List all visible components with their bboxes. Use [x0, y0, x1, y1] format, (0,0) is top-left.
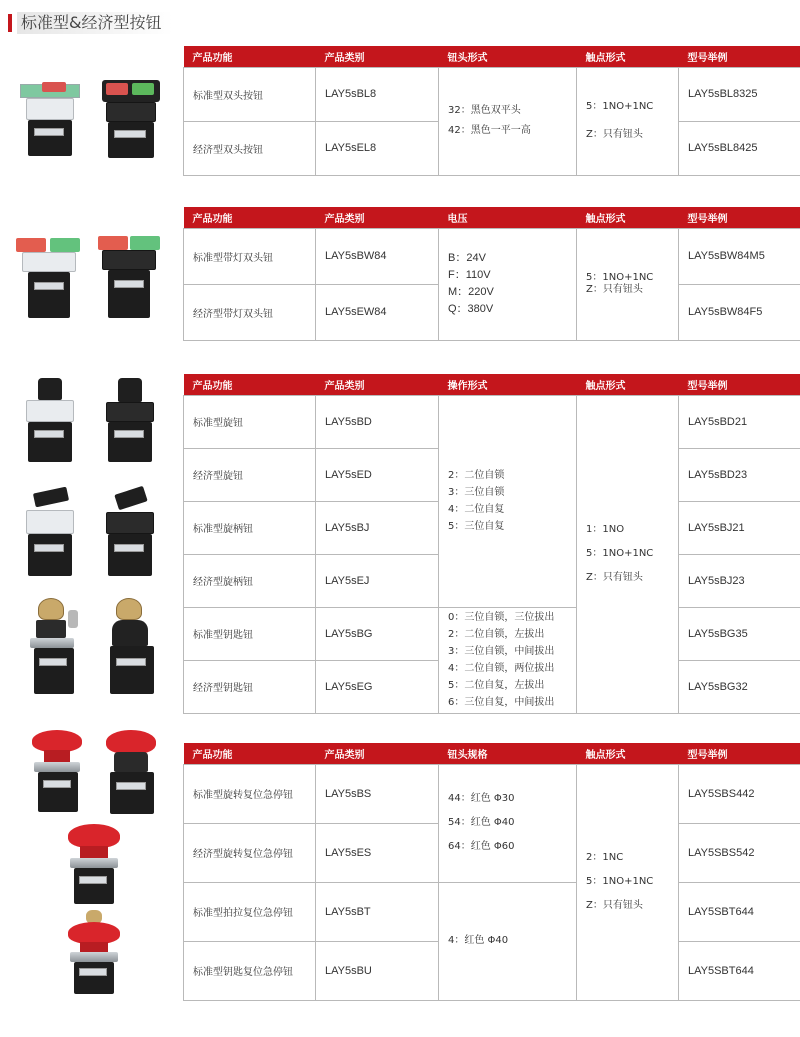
cell-function: 标准型双头按钮 — [184, 67, 316, 121]
product-image-standard-double-button — [18, 82, 82, 158]
cell-model: LAY5sBL8325 — [679, 67, 800, 121]
product-image-key-reset-estop — [64, 910, 124, 996]
cell-function: 标准型钥匙复位急停钮 — [184, 941, 316, 1000]
cell-type: LAY5sBD — [316, 395, 439, 448]
header-contact: 触点形式 — [577, 207, 679, 228]
option-line: 5：1NO+1NC — [586, 548, 654, 559]
option-line: 4：二位自锁，两位拔出 — [448, 663, 555, 674]
cell-function: 经济型旋柄钮 — [184, 554, 316, 607]
cell-type: LAY5sBT — [316, 882, 439, 941]
cell-model: LAY5sBD23 — [679, 448, 800, 501]
cell-voltage-options — [439, 228, 577, 340]
option-line: 5：1NO+1NC — [586, 876, 654, 887]
cell-function: 经济型旋转复位急停钮 — [184, 823, 316, 882]
cell-function: 标准型旋柄钮 — [184, 501, 316, 554]
option-line: 2：二位自锁 — [448, 470, 505, 481]
cell-function: 标准型钥匙钮 — [184, 607, 316, 660]
cell-type: LAY5sBU — [316, 941, 439, 1000]
spec-table-selector-switch — [183, 374, 800, 714]
table-header-row — [184, 743, 800, 764]
cell-contact-options — [577, 67, 679, 175]
cell-operation-options — [439, 395, 577, 607]
option-line: 32：黑色双平头 — [448, 105, 521, 116]
cell-contact-options — [577, 228, 679, 340]
product-image-standard-selector — [22, 378, 78, 464]
cell-function: 标准型旋转复位急停钮 — [184, 764, 316, 823]
spec-table-lit-double-button — [183, 207, 800, 341]
cell-key-operation-options — [439, 607, 577, 713]
option-line: 5：二位自复，左拔出 — [448, 680, 545, 691]
header-contact: 触点形式 — [577, 46, 679, 67]
header-voltage: 电压 — [439, 207, 577, 228]
product-image-economy-rotary-estop — [104, 730, 160, 816]
table-header-row — [184, 207, 800, 228]
header-type: 产品类别 — [316, 46, 439, 67]
cell-type: LAY5sEW84 — [316, 284, 439, 340]
option-line: 4：红色 Φ40 — [448, 935, 509, 946]
cell-model: LAY5SBS442 — [679, 764, 800, 823]
header-function: 产品功能 — [184, 374, 316, 395]
option-line: Z：只有钮头 — [586, 572, 643, 583]
cell-type: LAY5sBL8 — [316, 67, 439, 121]
section-title-bar — [8, 12, 208, 34]
header-function: 产品功能 — [184, 207, 316, 228]
cell-head-spec-options — [439, 764, 577, 882]
page-title: 标准型&经济型按钮 — [17, 12, 173, 34]
option-line: 42：黑色一平一高 — [448, 125, 531, 136]
cell-model: LAY5sBG32 — [679, 660, 800, 713]
option-line: Z：只有钮头 — [586, 900, 643, 911]
header-head-spec: 钮头规格 — [439, 743, 577, 764]
header-function: 产品功能 — [184, 46, 316, 67]
product-image-economy-lever-selector — [102, 490, 158, 578]
header-head-style: 钮头形式 — [439, 46, 577, 67]
cell-model: LAY5sBD21 — [679, 395, 800, 448]
cell-model: LAY5sBW84F5 — [679, 284, 800, 340]
product-image-economy-selector — [102, 378, 158, 464]
header-contact: 触点形式 — [577, 743, 679, 764]
cell-function: 标准型旋钮 — [184, 395, 316, 448]
cell-type: LAY5sEL8 — [316, 121, 439, 175]
cell-type: LAY5sES — [316, 823, 439, 882]
cell-type: LAY5sEJ — [316, 554, 439, 607]
cell-model: LAY5sBJ23 — [679, 554, 800, 607]
table-header-row — [184, 46, 800, 67]
cell-model: LAY5sBJ21 — [679, 501, 800, 554]
header-type: 产品类别 — [316, 207, 439, 228]
option-line: 1：1NO — [586, 524, 625, 535]
cell-head-spec-options-b — [439, 882, 577, 1000]
table-row — [184, 228, 800, 284]
header-type: 产品类别 — [316, 374, 439, 395]
product-image-economy-key-switch — [106, 598, 158, 696]
option-line: 3：三位自锁，中间拔出 — [448, 646, 555, 657]
cell-contact-options — [577, 395, 679, 713]
table-row — [184, 607, 800, 660]
option-line: 3：三位自锁 — [448, 487, 505, 498]
option-line: 4：二位自复 — [448, 504, 505, 515]
option-line: 5：1NO+1NC — [586, 101, 654, 112]
option-line: 6：三位自复，中间拔出 — [448, 697, 555, 708]
product-image-standard-key-switch — [28, 598, 80, 696]
product-image-economy-double-button — [98, 80, 164, 160]
cell-function: 经济型双头按钮 — [184, 121, 316, 175]
cell-type: LAY5sBJ — [316, 501, 439, 554]
table-row — [184, 882, 800, 941]
option-line: Q：380V — [448, 303, 494, 315]
cell-type: LAY5sBS — [316, 764, 439, 823]
cell-type: LAY5sEG — [316, 660, 439, 713]
option-line: Z：只有钮头 — [586, 129, 643, 140]
cell-function: 经济型带灯双头钮 — [184, 284, 316, 340]
cell-function: 经济型钥匙钮 — [184, 660, 316, 713]
header-model: 型号举例 — [679, 743, 800, 764]
option-line: 2：二位自锁，左拔出 — [448, 629, 545, 640]
option-line: F：110V — [448, 269, 491, 281]
cell-type: LAY5sBW84 — [316, 228, 439, 284]
spec-table-emergency-stop — [183, 743, 800, 1001]
option-line: Z：只有钮头 — [586, 284, 643, 295]
table-row — [184, 764, 800, 823]
cell-type: LAY5sED — [316, 448, 439, 501]
header-operation: 操作形式 — [439, 374, 577, 395]
option-line: 44：红色 Φ30 — [448, 793, 515, 804]
option-line: 2：1NC — [586, 852, 624, 863]
table-row — [184, 67, 800, 121]
cell-model: LAY5sBG35 — [679, 607, 800, 660]
title-accent-mark — [8, 14, 12, 32]
cell-function: 经济型旋钮 — [184, 448, 316, 501]
cell-type: LAY5sBG — [316, 607, 439, 660]
cell-function: 标准型带灯双头钮 — [184, 228, 316, 284]
header-model: 型号举例 — [679, 46, 800, 67]
spec-table-double-button — [183, 46, 800, 176]
header-model: 型号举例 — [679, 207, 800, 228]
header-type: 产品类别 — [316, 743, 439, 764]
cell-model: LAY5SBT644 — [679, 941, 800, 1000]
header-contact: 触点形式 — [577, 374, 679, 395]
product-image-standard-lever-selector — [22, 490, 78, 578]
cell-model: LAY5SBT644 — [679, 882, 800, 941]
option-line: 64：红色 Φ60 — [448, 841, 515, 852]
option-line: M：220V — [448, 286, 494, 298]
cell-function: 标准型拍拉复位急停钮 — [184, 882, 316, 941]
cell-contact-options — [577, 764, 679, 1000]
header-function: 产品功能 — [184, 743, 316, 764]
table-row — [184, 395, 800, 448]
option-line: 5：1NO+1NC — [586, 272, 654, 283]
option-line: 54：红色 Φ40 — [448, 817, 515, 828]
cell-model: LAY5sBL8425 — [679, 121, 800, 175]
cell-model: LAY5SBS542 — [679, 823, 800, 882]
cell-head-style-options — [439, 67, 577, 175]
product-image-standard-lit-double-button — [16, 234, 82, 320]
option-line: 0：三位自锁，三位拔出 — [448, 612, 555, 623]
product-image-push-pull-estop — [64, 824, 124, 906]
header-model: 型号举例 — [679, 374, 800, 395]
product-image-economy-lit-double-button — [96, 232, 162, 320]
table-header-row — [184, 374, 800, 395]
option-line: B：24V — [448, 252, 486, 264]
cell-model: LAY5sBW84M5 — [679, 228, 800, 284]
option-line: 5：三位自复 — [448, 521, 505, 532]
product-image-standard-rotary-estop — [30, 730, 86, 814]
